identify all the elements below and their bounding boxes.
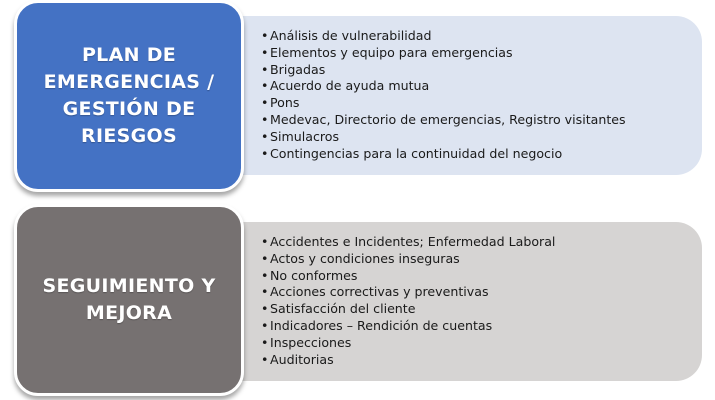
- section-2-title: SEGUIMIENTO Y MEJORA: [42, 275, 216, 324]
- list-item: • Medevac, Directorio de emergencias, Registro visitantes: [261, 112, 626, 129]
- section-1-title-box: [14, 0, 244, 192]
- list-item: • Inspecciones: [261, 335, 555, 352]
- list-item: • Acuerdo de ayuda mutua: [261, 78, 626, 95]
- section-2-title-box: [14, 204, 244, 396]
- list-item: • Pons: [261, 95, 626, 112]
- list-item: • Acciones correctivas y preventivas: [261, 284, 555, 301]
- list-item: • Elementos y equipo para emergencias: [261, 45, 626, 62]
- list-item: • Brigadas: [261, 62, 626, 79]
- section-2-list: [261, 234, 555, 368]
- list-item: • Análisis de vulnerabilidad: [261, 28, 626, 45]
- list-item: • Contingencias para la continuidad del negocio: [261, 146, 626, 163]
- section-1-list: [261, 28, 626, 162]
- section-1-title: PLAN DE EMERGENCIAS / GESTIÓN DE RIESGOS: [43, 44, 215, 147]
- list-item: • Simulacros: [261, 129, 626, 146]
- list-item: • Accidentes e Incidentes; Enfermedad Laboral: [261, 234, 555, 251]
- list-item: • No conformes: [261, 268, 555, 285]
- list-item: • Actos y condiciones inseguras: [261, 251, 555, 268]
- list-item: • Indicadores – Rendición de cuentas: [261, 318, 555, 335]
- list-item: • Satisfacción del cliente: [261, 301, 555, 318]
- list-item: • Auditorias: [261, 352, 555, 369]
